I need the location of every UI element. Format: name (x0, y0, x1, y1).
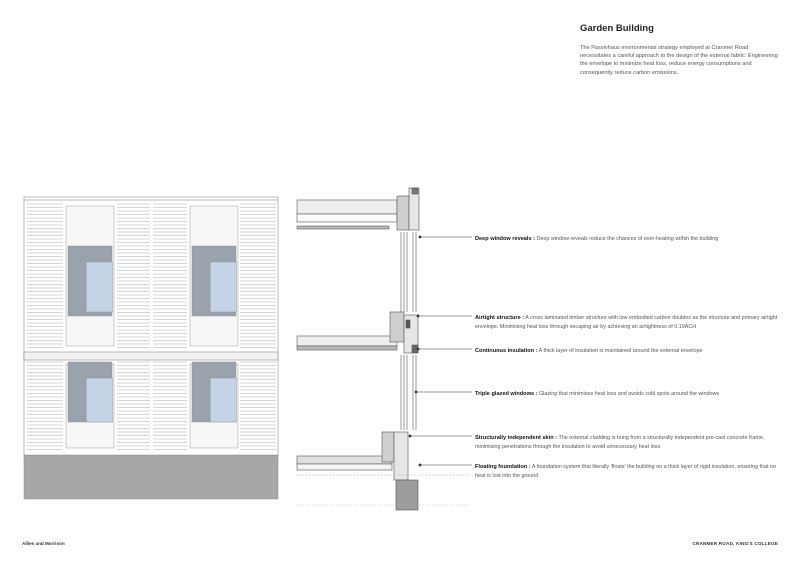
shutter-slats (27, 204, 276, 450)
annotation-floating-foundation: Floating foundation : A foundation system that literally 'floats' the building on a thick layer of rigid insulation, ensuring that no heat is lost into the ground (475, 464, 777, 479)
roof-ceiling (297, 214, 397, 222)
frame-bracket (406, 320, 410, 328)
footer-project-name: CRANMER ROAD, KING'S COLLEGE (692, 541, 778, 546)
annotation-structurally-independent-skin: Structurally independent skin : The external cladding is hung from a structurally independent pre-cast concrete frame, minimising penetrations through the insulation to avoid unnecessary heat loss (475, 435, 765, 450)
facade-elevation (24, 197, 278, 499)
window-openings (66, 206, 238, 448)
parapet-coping (412, 188, 418, 194)
floor-ceiling-lining (297, 346, 397, 350)
wall-section (297, 188, 472, 510)
ground-plinth (24, 455, 278, 499)
window-glass (86, 378, 112, 422)
floor-slab (297, 336, 397, 346)
annotation-triple-glazed-windows: Triple glazed windows : Glazing that minimises heat loss and avoids cold spots around the windows (475, 391, 720, 397)
floor-band (24, 352, 278, 360)
annotation-deep-window-reveals: Deep window reveals : Deep window reveals reduce the chances of over-heating within the building (475, 236, 719, 242)
base-cladding (394, 432, 408, 480)
window-glass (86, 262, 112, 312)
parapet-wall (397, 196, 409, 230)
foundation-block (396, 480, 418, 510)
roof-slab (297, 200, 397, 214)
rigid-insulation (297, 464, 392, 470)
annotation-airtight-structure: Airtight structure : A cross laminated timber structure with low embodied carbon doubles as the structure and primary airtight envelope. Minimising heat loss through escaping air by achieving an airtightness of 0.19ACH (475, 315, 778, 330)
roof-ceiling-lining (297, 226, 389, 229)
parapet-cladding (409, 188, 419, 230)
footer-practice-name: Allies and Morrison (22, 541, 65, 546)
ground-slab (297, 456, 392, 464)
ground-edge-beam (382, 432, 394, 462)
window-glass (210, 378, 236, 422)
page-title: Garden Building (580, 23, 654, 34)
window-glass (210, 262, 236, 312)
floor-edge-beam (390, 312, 404, 342)
intro-paragraph: The Passivhaus environmental strategy employed at Cranmer Road necessitates a careful approach to the design of the external fabric: Engineering the envelope to minimize heat loss, reduce energy consumptions and consequently reduce carbon emissions. (580, 45, 778, 76)
annotation-continuous-insulation: Continuous insulation : A thick layer of insulation is maintained around the external envelope (475, 348, 703, 354)
